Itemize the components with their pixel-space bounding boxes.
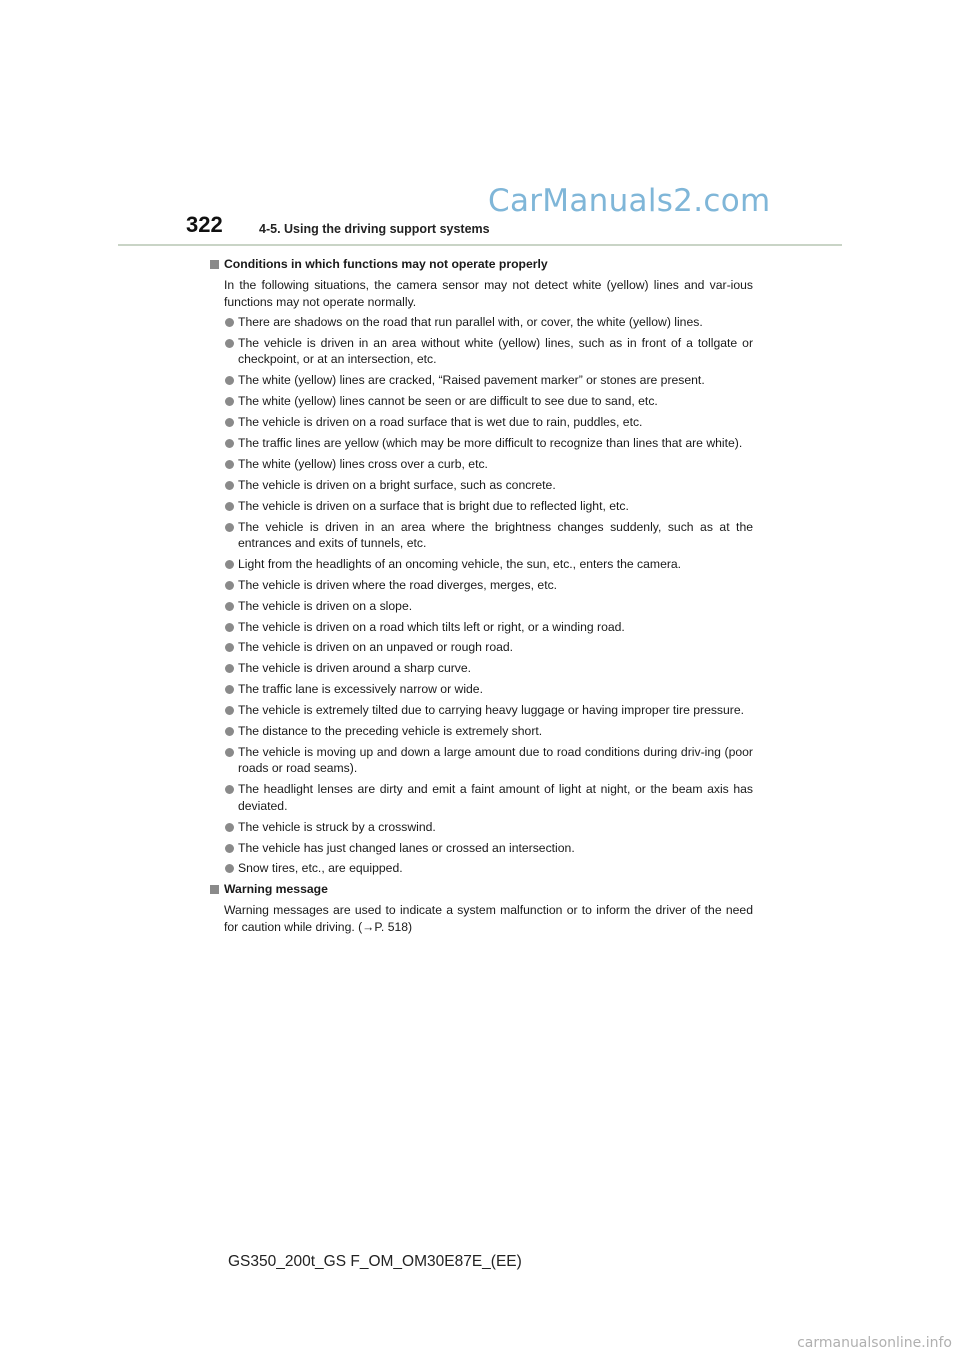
list-item: [208, 477, 753, 494]
list-item-text: Snow tires, etc., are equipped.: [238, 861, 403, 876]
circle-bullet-icon: [225, 706, 234, 715]
list-item: [208, 639, 753, 656]
circle-bullet-icon: [225, 602, 234, 611]
circle-bullet-icon: [225, 685, 234, 694]
list-item-text: The vehicle is driven on a road surface that is wet due to rain, puddles, etc.: [238, 415, 643, 430]
page-content: [208, 256, 753, 939]
list-item: [208, 435, 753, 452]
square-bullet-icon: [210, 885, 219, 894]
list-item: [208, 577, 753, 594]
list-item: [208, 372, 753, 389]
list-item: [208, 781, 753, 814]
circle-bullet-icon: [225, 523, 234, 532]
list-item-text: The vehicle is driven around a sharp curve.: [238, 661, 472, 676]
circle-bullet-icon: [225, 864, 234, 873]
square-bullet-icon: [210, 260, 219, 269]
circle-bullet-icon: [225, 397, 234, 406]
watermark-logo: CarManuals2.com: [488, 183, 771, 219]
list-item-text: The white (yellow) lines cannot be seen or are difficult to see due to sand, etc.: [238, 394, 658, 409]
list-item-text: The vehicle is moving up and down a large amount due to road conditions during driv-ing (poor roads or road seams).: [238, 744, 753, 776]
circle-bullet-icon: [225, 318, 234, 327]
circle-bullet-icon: [225, 748, 234, 757]
circle-bullet-icon: [225, 844, 234, 853]
circle-bullet-icon: [225, 643, 234, 652]
list-item: [208, 860, 753, 877]
circle-bullet-icon: [225, 623, 234, 632]
page-number: 322: [186, 212, 223, 237]
list-item-text: The traffic lane is excessively narrow or wide.: [238, 682, 483, 697]
list-item-text: The vehicle is driven in an area without white (yellow) lines, such as in front of a tollgate or checkpoint, or at an intersection, etc.: [238, 335, 753, 367]
circle-bullet-icon: [225, 560, 234, 569]
list-item: [208, 414, 753, 431]
list-item-text: The headlight lenses are dirty and emit a faint amount of light at night, or the beam axis has deviated.: [238, 782, 753, 813]
list-item-text: The vehicle has just changed lanes or crossed an intersection.: [238, 840, 575, 855]
list-item-text: The traffic lines are yellow (which may be more difficult to recognize than lines that are white).: [238, 435, 743, 450]
list-item-text: There are shadows on the road that run parallel with, or cover, the white (yellow) lines.: [238, 315, 703, 329]
list-item: [208, 335, 753, 368]
section-title: 4-5. Using the driving support systems: [259, 222, 490, 236]
circle-bullet-icon: [225, 418, 234, 427]
list-item: [208, 598, 753, 615]
circle-bullet-icon: [225, 502, 234, 511]
list-item-text: The vehicle is driven on an unpaved or rough road.: [238, 640, 514, 655]
list-item-text: The vehicle is extremely tilted due to carrying heavy luggage or having improper tire pressure.: [238, 703, 745, 718]
circle-bullet-icon: [225, 481, 234, 490]
list-item-text: The vehicle is driven on a bright surface, such as concrete.: [238, 477, 556, 492]
list-item-text: The vehicle is driven in an area where the brightness changes suddenly, such as at the entrances and exits of tunnels, etc.: [238, 519, 753, 551]
circle-bullet-icon: [225, 339, 234, 348]
circle-bullet-icon: [225, 581, 234, 590]
list-item-text: The vehicle is driven on a surface that is bright due to reflected light, etc.: [238, 498, 629, 513]
list-item-text: The vehicle is driven on a road which tilts left or right, or a winding road.: [238, 619, 625, 634]
circle-bullet-icon: [225, 439, 234, 448]
conditions-heading: [208, 256, 753, 273]
header-divider: [118, 244, 842, 246]
list-item: [208, 393, 753, 410]
list-item-text: The white (yellow) lines are cracked, “Raised pavement marker” or stones are present.: [238, 373, 705, 388]
list-item: [208, 702, 753, 719]
circle-bullet-icon: [225, 727, 234, 736]
list-item: [208, 619, 753, 636]
list-item-text: The distance to the preceding vehicle is extremely short.: [238, 724, 543, 739]
list-item: [208, 456, 753, 473]
warning-heading: [208, 881, 753, 898]
warning-text: Warning messages are used to indicate a system malfunction or to inform the driver of the need for caution while driving. (→P. 518): [224, 903, 753, 934]
list-item-text: The vehicle is driven on a slope.: [238, 598, 413, 613]
list-item-text: Light from the headlights of an oncoming vehicle, the sun, etc., enters the camera.: [238, 556, 682, 571]
conditions-intro: In the following situations, the camera sensor may not detect white (yellow) lines and var-ious functions may not operate normally.: [224, 278, 753, 309]
circle-bullet-icon: [225, 664, 234, 673]
circle-bullet-icon: [225, 376, 234, 385]
site-watermark: carmanualsonline.info: [797, 1335, 952, 1351]
list-item: [208, 744, 753, 777]
list-item: [208, 819, 753, 836]
list-item-text: The vehicle is driven where the road diverges, merges, etc.: [238, 577, 558, 592]
list-item: [208, 556, 753, 573]
list-item: [208, 498, 753, 515]
warning-heading-text: Warning message: [224, 882, 328, 897]
list-item: [208, 840, 753, 857]
list-item: [208, 723, 753, 740]
list-item-text: The white (yellow) lines cross over a curb, etc.: [238, 456, 488, 471]
list-item: [208, 681, 753, 698]
conditions-heading-text: Conditions in which functions may not operate properly: [224, 257, 548, 271]
document-code: GS350_200t_GS F_OM_OM30E87E_(EE): [228, 1253, 522, 1270]
list-item: [208, 519, 753, 552]
list-item: [208, 314, 753, 331]
circle-bullet-icon: [225, 460, 234, 469]
list-item: [208, 660, 753, 677]
circle-bullet-icon: [225, 785, 234, 794]
conditions-list: [208, 314, 753, 877]
circle-bullet-icon: [225, 823, 234, 832]
list-item-text: The vehicle is struck by a crosswind.: [238, 819, 436, 834]
